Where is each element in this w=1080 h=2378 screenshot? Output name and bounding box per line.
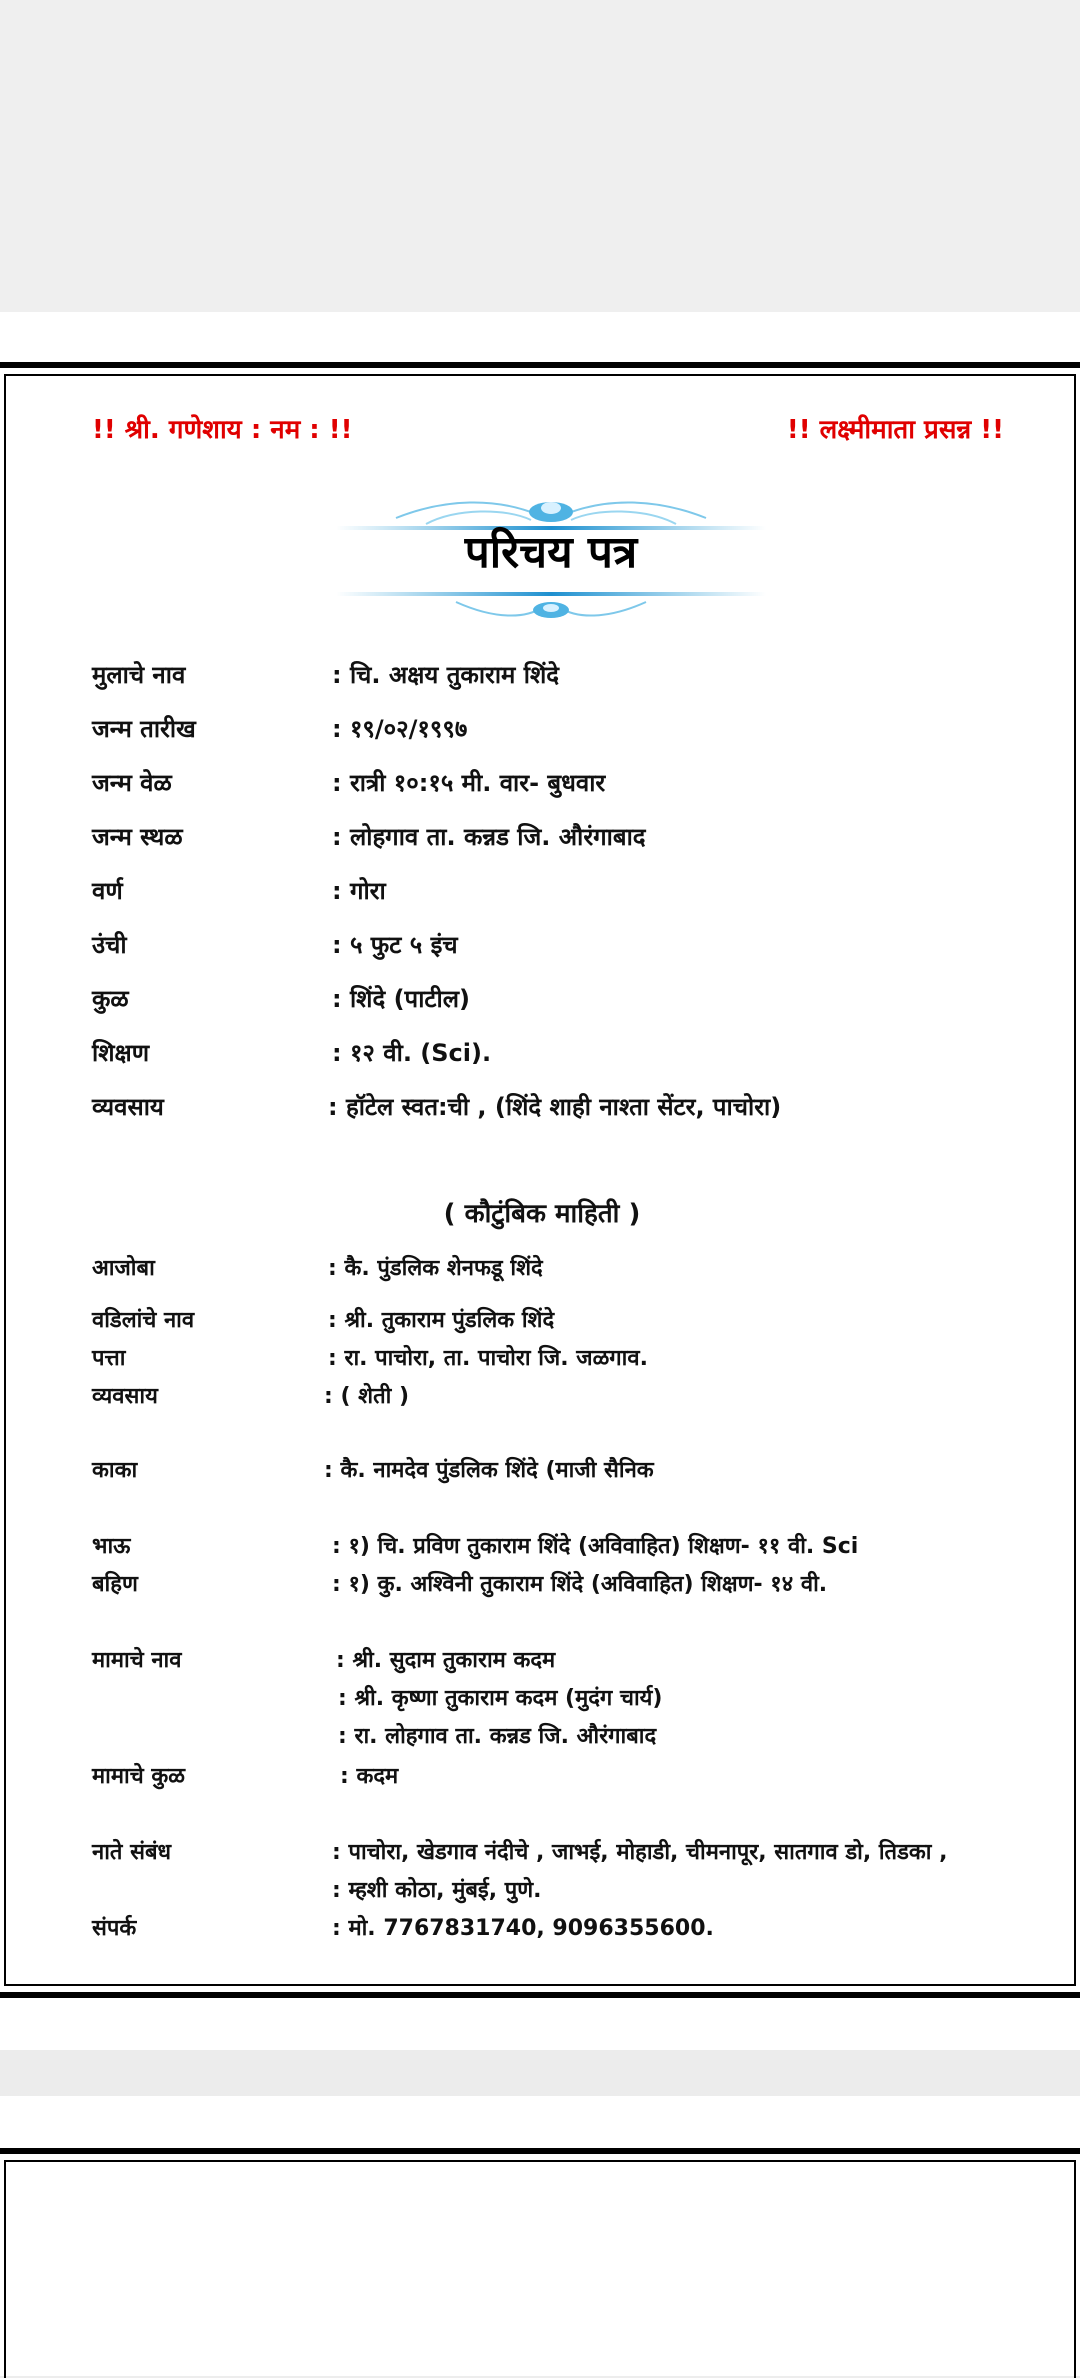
family-value: : १) चि. प्रविण तुकाराम शिंदे (अविवाहित) शिक्षण- ११ वी. Sci: [332, 1534, 859, 1559]
family-label: मामाचे नाव: [92, 1648, 182, 1673]
family-label: काका: [92, 1458, 138, 1483]
family-label: वडिलांचे नाव: [92, 1308, 195, 1333]
header-laxmi: !! लक्ष्मीमाता प्रसन्न !!: [786, 415, 1004, 445]
family-value: : पाचोरा, खेडगाव नंदीचे , जाभई, मोहाडी, चीमनापूर, सातगाव डो, तिडका ,: [332, 1840, 948, 1865]
detail-label: शिक्षण: [92, 1039, 150, 1067]
family-value: : रा. पाचोरा, ता. पाचोरा जि. जळगाव.: [328, 1346, 648, 1371]
page-border: [4, 374, 1076, 1986]
title-ornament: [336, 494, 766, 630]
family-label: संपर्क: [92, 1916, 137, 1941]
detail-label: कुळ: [92, 985, 129, 1013]
family-value: : कदम: [340, 1764, 399, 1789]
detail-label: उंची: [92, 931, 127, 959]
page-separator: [0, 2050, 1080, 2096]
detail-value: : ५ फुट ५ इंच: [332, 931, 458, 959]
detail-value: : हॉटेल स्वत:ची , (शिंदे शाही नाश्ता सेंटर, पाचोरा): [328, 1093, 782, 1121]
family-label: आजोबा: [92, 1256, 155, 1281]
page-border: [4, 2160, 1076, 2378]
page-gap: [0, 312, 1080, 362]
detail-label: जन्म तारीख: [92, 715, 196, 743]
family-value: : श्री. सुदाम तुकाराम कदम: [336, 1648, 556, 1673]
detail-value: : गोरा: [332, 877, 386, 905]
detail-value: : १२ वी. (Sci).: [332, 1039, 492, 1067]
family-label: व्यवसाय: [92, 1384, 158, 1409]
detail-value: : १९/०२/१९९७: [332, 715, 468, 743]
family-label: मामाचे कुळ: [92, 1764, 185, 1789]
family-value: : कै. नामदेव पुंडलिक शिंदे (माजी सैनिक: [324, 1458, 654, 1483]
detail-label: जन्म वेळ: [92, 769, 172, 797]
detail-value: : चि. अक्षय तुकाराम शिंदे: [332, 661, 560, 689]
family-value: : श्री. कृष्णा तुकाराम कदम (मुदंग चार्य): [338, 1686, 663, 1711]
detail-label: मुलाचे नाव: [92, 661, 186, 689]
family-section-title: ( कौटुंबिक माहिती ): [443, 1199, 641, 1229]
next-page: [0, 2148, 1080, 2376]
detail-value: : शिंदे (पाटील): [332, 985, 470, 1013]
page-gap: [0, 1998, 1080, 2050]
viewer-background-top: [0, 0, 1080, 312]
family-label: भाऊ: [92, 1534, 131, 1559]
family-label: नाते संबंध: [92, 1840, 172, 1865]
family-value: : १) कु. अश्विनी तुकाराम शिंदे (अविवाहित) शिक्षण- १४ वी.: [332, 1572, 828, 1597]
family-label: पत्ता: [92, 1346, 126, 1371]
biodata-page: [0, 362, 1080, 1998]
page-title: परिचय पत्र: [464, 527, 638, 578]
family-value: : मो. 7767831740, 9096355600.: [332, 1916, 714, 1941]
family-value: : कै. पुंडलिक शेनफडू शिंदे: [328, 1256, 543, 1281]
detail-label: व्यवसाय: [92, 1093, 164, 1121]
family-value: : ( शेती ): [324, 1384, 410, 1409]
page-gap: [0, 2096, 1080, 2148]
family-value: : श्री. तुकाराम पुंडलिक शिंदे: [328, 1308, 555, 1333]
detail-label: जन्म स्थळ: [92, 823, 183, 851]
detail-value: : लोहगाव ता. कन्नड जि. औरंगाबाद: [332, 823, 646, 851]
family-value: : रा. लोहगाव ता. कन्नड जि. औरंगाबाद: [338, 1724, 657, 1749]
detail-value: : रात्री १०:१५ मी. वार- बुधवार: [332, 769, 606, 797]
family-label: बहिण: [92, 1572, 138, 1597]
header-ganesh: !! श्री. गणेशाय : नम : !!: [92, 415, 353, 445]
family-value: : म्हशी कोठा, मुंबई, पुणे.: [332, 1878, 542, 1903]
detail-label: वर्ण: [92, 877, 123, 905]
